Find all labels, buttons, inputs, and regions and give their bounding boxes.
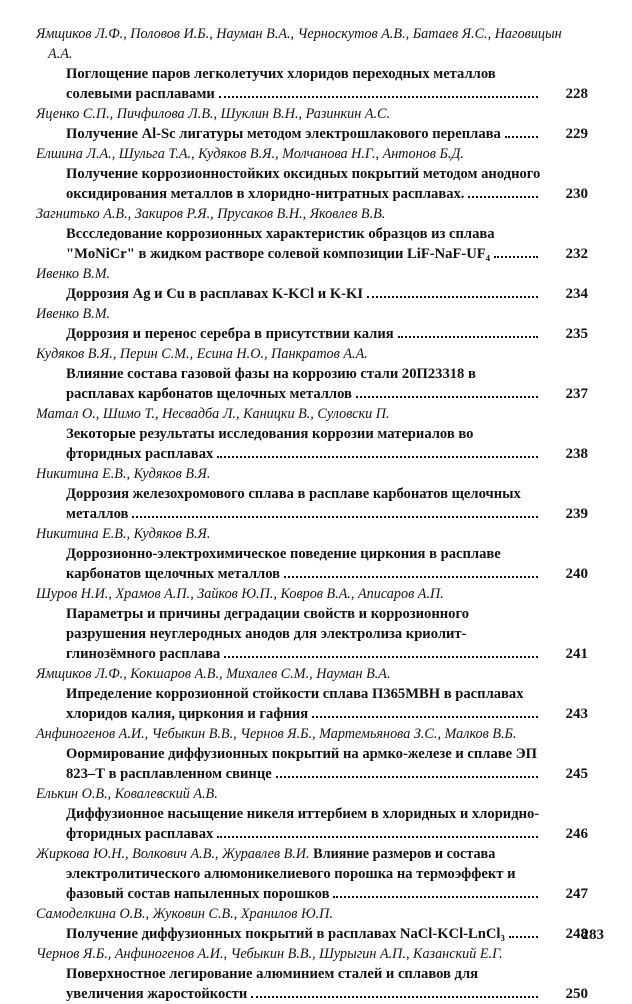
entry-page-number: 239 — [562, 504, 589, 524]
entry-page-number: 228 — [562, 84, 589, 104]
dot-leader — [217, 834, 538, 838]
dot-leader — [333, 894, 538, 898]
entry-authors — [36, 944, 588, 964]
dot-leader — [468, 194, 538, 198]
dot-leader — [224, 654, 538, 658]
entry-authors — [36, 524, 588, 544]
entry-page-number: 247 — [562, 884, 589, 904]
entry-title — [36, 484, 588, 524]
entry-authors-text: Ивенко В.М. — [36, 306, 111, 322]
dot-leader — [367, 294, 538, 298]
entry-authors — [36, 264, 588, 284]
entry-page-number: 240 — [562, 564, 589, 584]
toc-entry — [36, 304, 588, 344]
entry-title-text: Доррозионно-электрохимическое поведение циркония в расплаве карбонатов щелочных металлов — [66, 546, 501, 582]
entry-title-text: Доррозия и перенос серебра в присутствии калия — [66, 326, 394, 342]
toc-entry — [36, 24, 588, 104]
entry-authors-text: Шуров Н.И., Храмов А.П., Зайков Ю.П., Ковров В.А., Аписаров А.П. — [36, 586, 444, 602]
toc-entry — [36, 664, 588, 724]
dot-leader — [398, 334, 538, 338]
page-number: 283 — [581, 927, 604, 943]
entry-page-number: 250 — [562, 984, 589, 1004]
entry-authors — [36, 784, 588, 804]
entry-authors — [36, 664, 588, 684]
entry-title — [36, 804, 588, 844]
toc-entry — [36, 944, 588, 1004]
entry-title — [36, 744, 588, 784]
toc-entry — [36, 904, 588, 944]
entry-title — [36, 424, 588, 464]
entry-authors-text: Кудяков В.Я., Перин С.М., Есина Н.О., Панкратов А.А. — [36, 346, 368, 362]
entry-authors — [36, 204, 588, 224]
dot-leader — [494, 254, 538, 258]
entry-authors — [36, 104, 588, 124]
entry-page-number: 238 — [562, 444, 589, 464]
entry-authors — [36, 464, 588, 484]
entry-title-text: Зекоторые результаты исследования коррозии материалов во фторидных расплавах — [66, 426, 474, 462]
entry-authors-text: Анфиногенов А.И., Чебыкин В.В., Чернов Я.Б., Мартемьянова З.С., Малков В.Б. — [36, 726, 517, 742]
entry-title — [36, 364, 588, 404]
entry-authors-text: Загнитько А.В., Закиров Р.Я., Прусаков В.Н., Яковлев В.В. — [36, 206, 386, 222]
toc-entry — [36, 104, 588, 144]
entry-title-text: Ипределение коррозионной стойкости сплава П365МВН в расплавах хлоридов калия, циркония и гафния — [66, 686, 524, 722]
entry-authors — [36, 304, 588, 324]
entry-title-text: Получение диффузионных покрытий в расплавах NaCl-KCl-LnCl₃ — [66, 926, 505, 942]
entry-title-text: Получение Al-Sc лигатуры методом электрошлакового переплава — [66, 126, 501, 142]
toc-list — [36, 24, 588, 1004]
dot-leader — [217, 454, 538, 458]
dot-leader — [132, 514, 538, 518]
entry-authors — [36, 344, 588, 364]
entry-page-number: 241 — [562, 644, 589, 664]
entry-authors — [36, 404, 588, 424]
entry-title-text: Параметры и причины деградации свойств и коррозионного разрушения неуглеродных анодов для электролиза криолит-глинозёмного расплава — [66, 606, 470, 662]
entry-title-text: электролитического алюмоникелиевого порошка на термоэффект и фазовый состав напыленных порошков — [66, 866, 516, 902]
entry-title-text: Диффузионное насыщение никеля иттербием в хлоридных и хлоридно-фторидных расплавах — [66, 806, 540, 842]
toc-entry — [36, 524, 588, 584]
toc-entry — [36, 144, 588, 204]
entry-authors-text: Чернов Я.Б., Анфиногенов А.И., Чебыкин В.В., Шурыгин А.П., Казанский Е.Г. — [36, 946, 503, 962]
entry-authors — [36, 144, 588, 164]
toc-entry — [36, 844, 588, 904]
entry-page-number: 235 — [562, 324, 589, 344]
entry-page-number: 248 — [562, 924, 589, 944]
entry-authors — [36, 844, 588, 864]
entry-authors-text: Ямщиков Л.Ф., Половов И.Б., Науман В.А., Черноскутов А.В., Батаев Я.С., Наговицын А.А. — [36, 26, 562, 62]
entry-title-start: Влияние размеров и состава — [313, 846, 496, 862]
entry-title — [36, 864, 588, 904]
entry-title — [36, 544, 588, 584]
entry-page-number: 230 — [562, 184, 589, 204]
dot-leader — [312, 714, 538, 718]
entry-authors-text: Самоделкина О.В., Жуковин С.В., Хранилов Ю.П. — [36, 906, 333, 922]
entry-page-number: 229 — [562, 124, 589, 144]
entry-authors-text: Ивенко В.М. — [36, 266, 111, 282]
entry-title — [36, 684, 588, 724]
entry-authors-text: Елькин О.В., Ковалевский А.В. — [36, 786, 218, 802]
toc-entry — [36, 264, 588, 304]
entry-title — [36, 964, 588, 1004]
dot-leader — [251, 994, 538, 998]
entry-title-text: Поверхностное легирование алюминием сталей и сплавов для увеличения жаростойкости — [66, 966, 479, 1002]
entry-authors-text: Елшина Л.А., Шульга Т.А., Кудяков В.Я., Молчанова Н.Г., Антонов Б.Д. — [36, 146, 464, 162]
entry-authors — [36, 24, 588, 64]
entry-title — [36, 164, 588, 204]
entry-authors — [36, 904, 588, 924]
entry-title-text: Получение коррозионностойких оксидных покрытий методом анодного оксидирования металлов в хлоридно-нитратных расплавах. — [66, 166, 541, 202]
entry-page-number: 243 — [562, 704, 589, 724]
entry-title — [36, 124, 588, 144]
toc-entry — [36, 204, 588, 264]
dot-leader — [356, 394, 538, 398]
entry-title — [36, 924, 588, 944]
entry-title — [36, 64, 588, 104]
entry-page-number: 245 — [562, 764, 589, 784]
entry-authors-text: Никитина Е.В., Кудяков В.Я. — [36, 526, 211, 542]
dot-leader — [505, 134, 538, 138]
entry-title-text: Вссследование коррозионных характеристик образцов из сплава "MoNiCr" в жидком растворе солевой композиции LiF-NaF-UF₄ — [66, 226, 495, 262]
toc-entry — [36, 784, 588, 844]
dot-leader — [219, 94, 538, 98]
dot-leader — [284, 574, 538, 578]
entry-title-text: Влияние состава газовой фазы на коррозию стали 20П23318 в расплавах карбонатов щелочных металлов — [66, 366, 476, 402]
toc-entry — [36, 404, 588, 464]
toc-entry — [36, 464, 588, 524]
entry-authors-text: Яценко С.П., Пичфилова Л.В., Шуклин В.Н., Разинкин А.С. — [36, 106, 391, 122]
entry-authors-text: Никитина Е.В., Кудяков В.Я. — [36, 466, 211, 482]
dot-leader — [509, 934, 538, 938]
entry-authors-text: Ямщиков Л.Ф., Кокшаров А.В., Михалев С.М., Науман В.А. — [36, 666, 391, 682]
toc-entry — [36, 584, 588, 664]
dot-leader — [276, 774, 538, 778]
entry-page-number: 234 — [562, 284, 589, 304]
entry-title-text: Оормирование диффузионных покрытий на армко-железе и сплаве ЭП 823–Т в расплавленном свинце — [66, 746, 538, 782]
entry-title-text: Доррозия железохромового сплава в расплаве карбонатов щелочных металлов — [66, 486, 521, 522]
entry-page-number: 237 — [562, 384, 589, 404]
entry-title — [36, 604, 588, 664]
entry-authors — [36, 584, 588, 604]
entry-authors-text: Жиркова Ю.Н., Волкович А.В., Журавлев В.И. — [36, 846, 310, 862]
entry-title — [36, 284, 588, 304]
entry-title — [36, 224, 588, 264]
entry-title-text: Поглощение паров легколетучих хлоридов переходных металлов солевыми расплавами — [66, 66, 496, 102]
entry-page-number: 232 — [562, 244, 589, 264]
toc-entry — [36, 344, 588, 404]
entry-authors-text: Матал О., Шимо Т., Несвадба Л., Каницки В., Суловски П. — [36, 406, 390, 422]
toc-entry — [36, 724, 588, 784]
entry-authors — [36, 724, 588, 744]
entry-title — [36, 324, 588, 344]
entry-page-number: 246 — [562, 824, 589, 844]
entry-title-text: Доррозия Ag и Cu в расплавах K-KCl и K-KI — [66, 286, 364, 302]
